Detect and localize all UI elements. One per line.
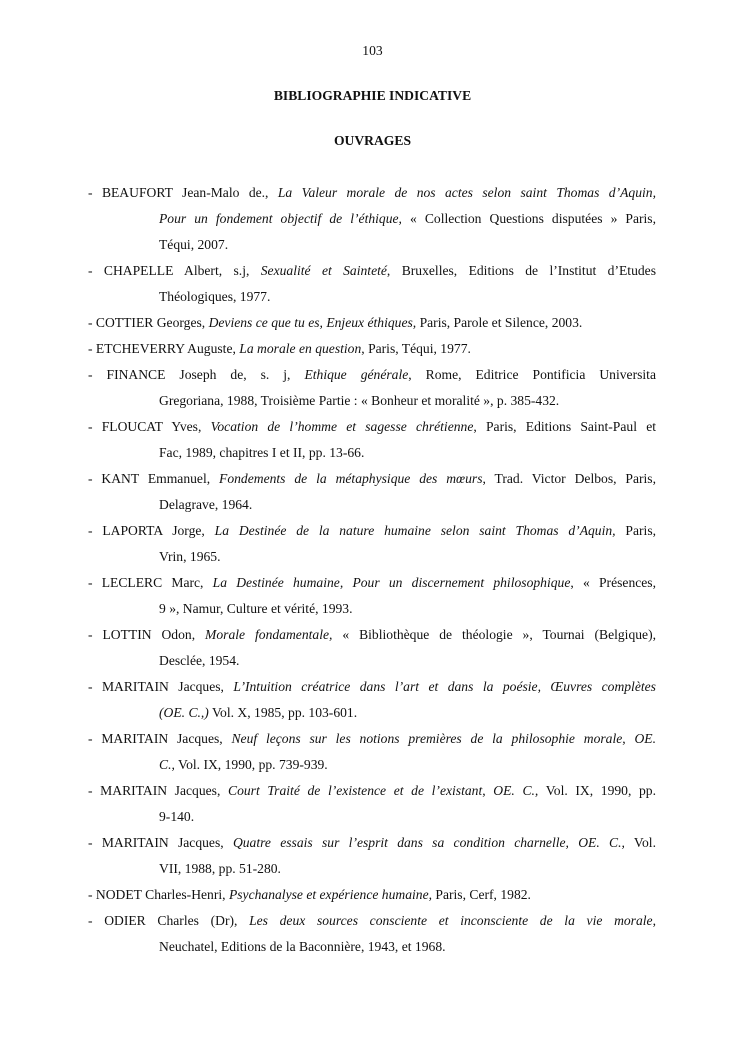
entry-text: - NODET Charles-Henri, xyxy=(88,887,229,902)
entry-first-line xyxy=(88,414,656,440)
entry-text: , Rome, Editrice Pontificia Universita xyxy=(408,367,656,382)
bibliography-entry xyxy=(88,258,656,310)
bibliography-entry xyxy=(88,518,656,570)
entry-text: , Trad. Victor Delbos, Paris, xyxy=(482,471,656,486)
entry-text: Vol. xyxy=(624,835,656,850)
entry-title-text: Vocation de l’homme et sagesse chrétienne xyxy=(210,419,474,434)
entry-title-text: La Destinée de la nature humaine selon saint Thomas d’Aquin, xyxy=(214,523,616,538)
entry-text: Vol. IX, 1990, pp. xyxy=(538,783,656,798)
entry-continuation-line xyxy=(88,648,656,674)
entry-continuation-line xyxy=(88,544,656,570)
entry-text: Gregoriana, 1988, Troisième Partie : « Bonheur et moralité », p. 385-432. xyxy=(159,393,560,408)
entry-title-text: La Destinée humaine, Pour un discernement philosophique xyxy=(212,575,571,590)
entry-first-line xyxy=(88,180,656,206)
section-subtitle-text: OUVRAGES xyxy=(333,133,412,148)
entry-first-line xyxy=(88,258,656,284)
entry-continuation-line xyxy=(88,804,656,830)
entry-text: - MARITAIN Jacques, xyxy=(88,835,233,850)
entry-continuation-line xyxy=(88,284,656,310)
entry-first-line xyxy=(88,674,656,700)
bibliography-entry xyxy=(88,466,656,518)
entry-continuation-line xyxy=(88,440,656,466)
entry-text: - CHAPELLE Albert, s.j, xyxy=(88,263,261,278)
entry-text: - LAPORTA Jorge, xyxy=(88,523,215,538)
bibliography-entry xyxy=(88,310,656,336)
entry-text: VII, 1988, pp. 51-280. xyxy=(159,861,281,876)
entry-text: « Bibliothèque de théologie », Tournai (Belgique), xyxy=(332,627,657,642)
bibliography-entry xyxy=(88,622,656,674)
bibliography-entry xyxy=(88,674,656,726)
entry-first-line xyxy=(88,336,656,362)
entry-continuation-line xyxy=(88,388,656,414)
entry-title-text: Deviens ce que tu es, Enjeux éthiques, xyxy=(208,315,417,330)
bibliography-entry xyxy=(88,882,656,908)
bibliography-list xyxy=(88,180,656,960)
entry-continuation-line xyxy=(88,206,656,232)
entry-text: 9-140. xyxy=(159,809,195,824)
entry-text: Téqui, 2007. xyxy=(159,237,229,252)
entry-text: Théologiques, 1977. xyxy=(159,289,271,304)
entry-text: - MARITAIN Jacques, xyxy=(88,731,232,746)
entry-title-text: La Valeur morale de nos actes selon saint Thomas d’Aquin, xyxy=(277,185,656,200)
entry-title-text: Sexualité et Sainteté xyxy=(260,263,387,278)
entry-first-line xyxy=(88,622,656,648)
entry-title-text: Court Traité de l’existence et de l’existant xyxy=(228,783,483,798)
bibliography-entry xyxy=(88,336,656,362)
entry-first-line xyxy=(88,466,656,492)
entry-text: , xyxy=(482,783,494,798)
entry-title-text: Ethique générale xyxy=(304,367,409,382)
entry-text: , xyxy=(652,913,656,928)
entry-text: - KANT Emmanuel, xyxy=(88,471,220,486)
entry-first-line xyxy=(88,518,656,544)
entry-text: - LECLERC Marc, xyxy=(88,575,213,590)
entry-continuation-line xyxy=(88,700,656,726)
bibliography-entry xyxy=(88,778,656,830)
entry-first-line xyxy=(88,362,656,388)
entry-text: Fac, 1989, chapitres I et II, pp. 13-66. xyxy=(159,445,365,460)
entry-continuation-line xyxy=(88,934,656,960)
page-number: 103 xyxy=(362,43,383,58)
entry-text: Neuchatel, Editions de la Baconnière, 1943, et 1968. xyxy=(159,939,446,954)
bibliography-entry xyxy=(88,570,656,622)
entry-first-line xyxy=(88,310,656,336)
entry-text: Paris, Cerf, 1982. xyxy=(432,887,531,902)
bibliography-title: BIBLIOGRAPHIE INDICATIVE xyxy=(273,88,472,103)
entry-text: 9 », Namur, Culture et vérité, 1993. xyxy=(159,601,353,616)
entry-text: Paris, Parole et Silence, 2003. xyxy=(416,315,583,330)
entry-text: Paris, xyxy=(615,523,657,538)
entry-text: - MARITAIN Jacques, xyxy=(88,783,228,798)
entry-title-text: OE. xyxy=(634,731,656,746)
entry-continuation-line xyxy=(88,752,656,778)
entry-title-text: Neuf leçons sur les notions premières de la philosophie morale xyxy=(231,731,623,746)
entry-text: , xyxy=(622,731,635,746)
entry-title-text: C., xyxy=(159,757,175,772)
entry-title-text: Morale fondamentale, xyxy=(205,627,333,642)
entry-text: - FLOUCAT Yves, xyxy=(88,419,211,434)
entry-title-text: OE. C., xyxy=(493,783,539,798)
entry-first-line xyxy=(88,778,656,804)
entry-title-text: Psychanalyse et expérience humaine, xyxy=(228,887,433,902)
entry-text: , « Présences, xyxy=(570,575,656,590)
entry-text: « Collection Questions disputées » Paris, xyxy=(401,211,656,226)
entry-continuation-line xyxy=(88,856,656,882)
entry-text: - ETCHEVERRY Auguste, xyxy=(88,341,240,356)
entry-title-text: (OE. C.,) xyxy=(159,705,209,720)
entry-text: - ODIER Charles (Dr), xyxy=(88,913,250,928)
entry-title-text: Quatre essais sur l’esprit dans sa condition charnelle, OE. C., xyxy=(232,835,625,850)
entry-title-text: La morale en question xyxy=(239,341,362,356)
entry-first-line xyxy=(88,726,656,752)
entry-first-line xyxy=(88,908,656,934)
entry-title-text: L’Intuition créatrice dans l’art et dans la poésie, Œuvres complètes xyxy=(233,679,656,694)
bibliography-entry xyxy=(88,908,656,960)
entry-text: - MARITAIN Jacques, xyxy=(88,679,234,694)
entry-first-line xyxy=(88,570,656,596)
entry-text: , Bruxelles, Editions de l’Institut d’Etudes xyxy=(386,263,656,278)
entry-text: Vrin, 1965. xyxy=(159,549,221,564)
entry-title-text: Pour un fondement objectif de l’éthique, xyxy=(159,211,402,226)
entry-text: Delagrave, 1964. xyxy=(159,497,253,512)
entry-continuation-line xyxy=(88,492,656,518)
section-subtitle xyxy=(0,133,745,149)
entry-text: - LOTTIN Odon, xyxy=(88,627,206,642)
entry-text: Desclée, 1954. xyxy=(159,653,240,668)
entry-continuation-line xyxy=(88,232,656,258)
entry-text: , Paris, Téqui, 1977. xyxy=(361,341,471,356)
entry-first-line xyxy=(88,882,656,908)
entry-text: - FINANCE Joseph de, s. j, xyxy=(88,367,305,382)
bibliography-entry xyxy=(88,180,656,258)
entry-text: Vol. IX, 1990, pp. 739-939. xyxy=(174,757,328,772)
bibliography-entry xyxy=(88,414,656,466)
bibliography-entry xyxy=(88,726,656,778)
entry-continuation-line xyxy=(88,596,656,622)
entry-title-text: Les deux sources consciente et inconsciente de la vie morale xyxy=(249,913,653,928)
bibliography-entry xyxy=(88,362,656,414)
entry-title-text: Fondements de la métaphysique des mœurs xyxy=(219,471,483,486)
entry-text: Vol. X, 1985, pp. 103-601. xyxy=(208,705,358,720)
entry-text: - COTTIER Georges, xyxy=(88,315,209,330)
entry-text: - BEAUFORT Jean-Malo de., xyxy=(88,185,278,200)
entry-text: , Paris, Editions Saint-Paul et xyxy=(473,419,657,434)
entry-first-line xyxy=(88,830,656,856)
bibliography-entry xyxy=(88,830,656,882)
